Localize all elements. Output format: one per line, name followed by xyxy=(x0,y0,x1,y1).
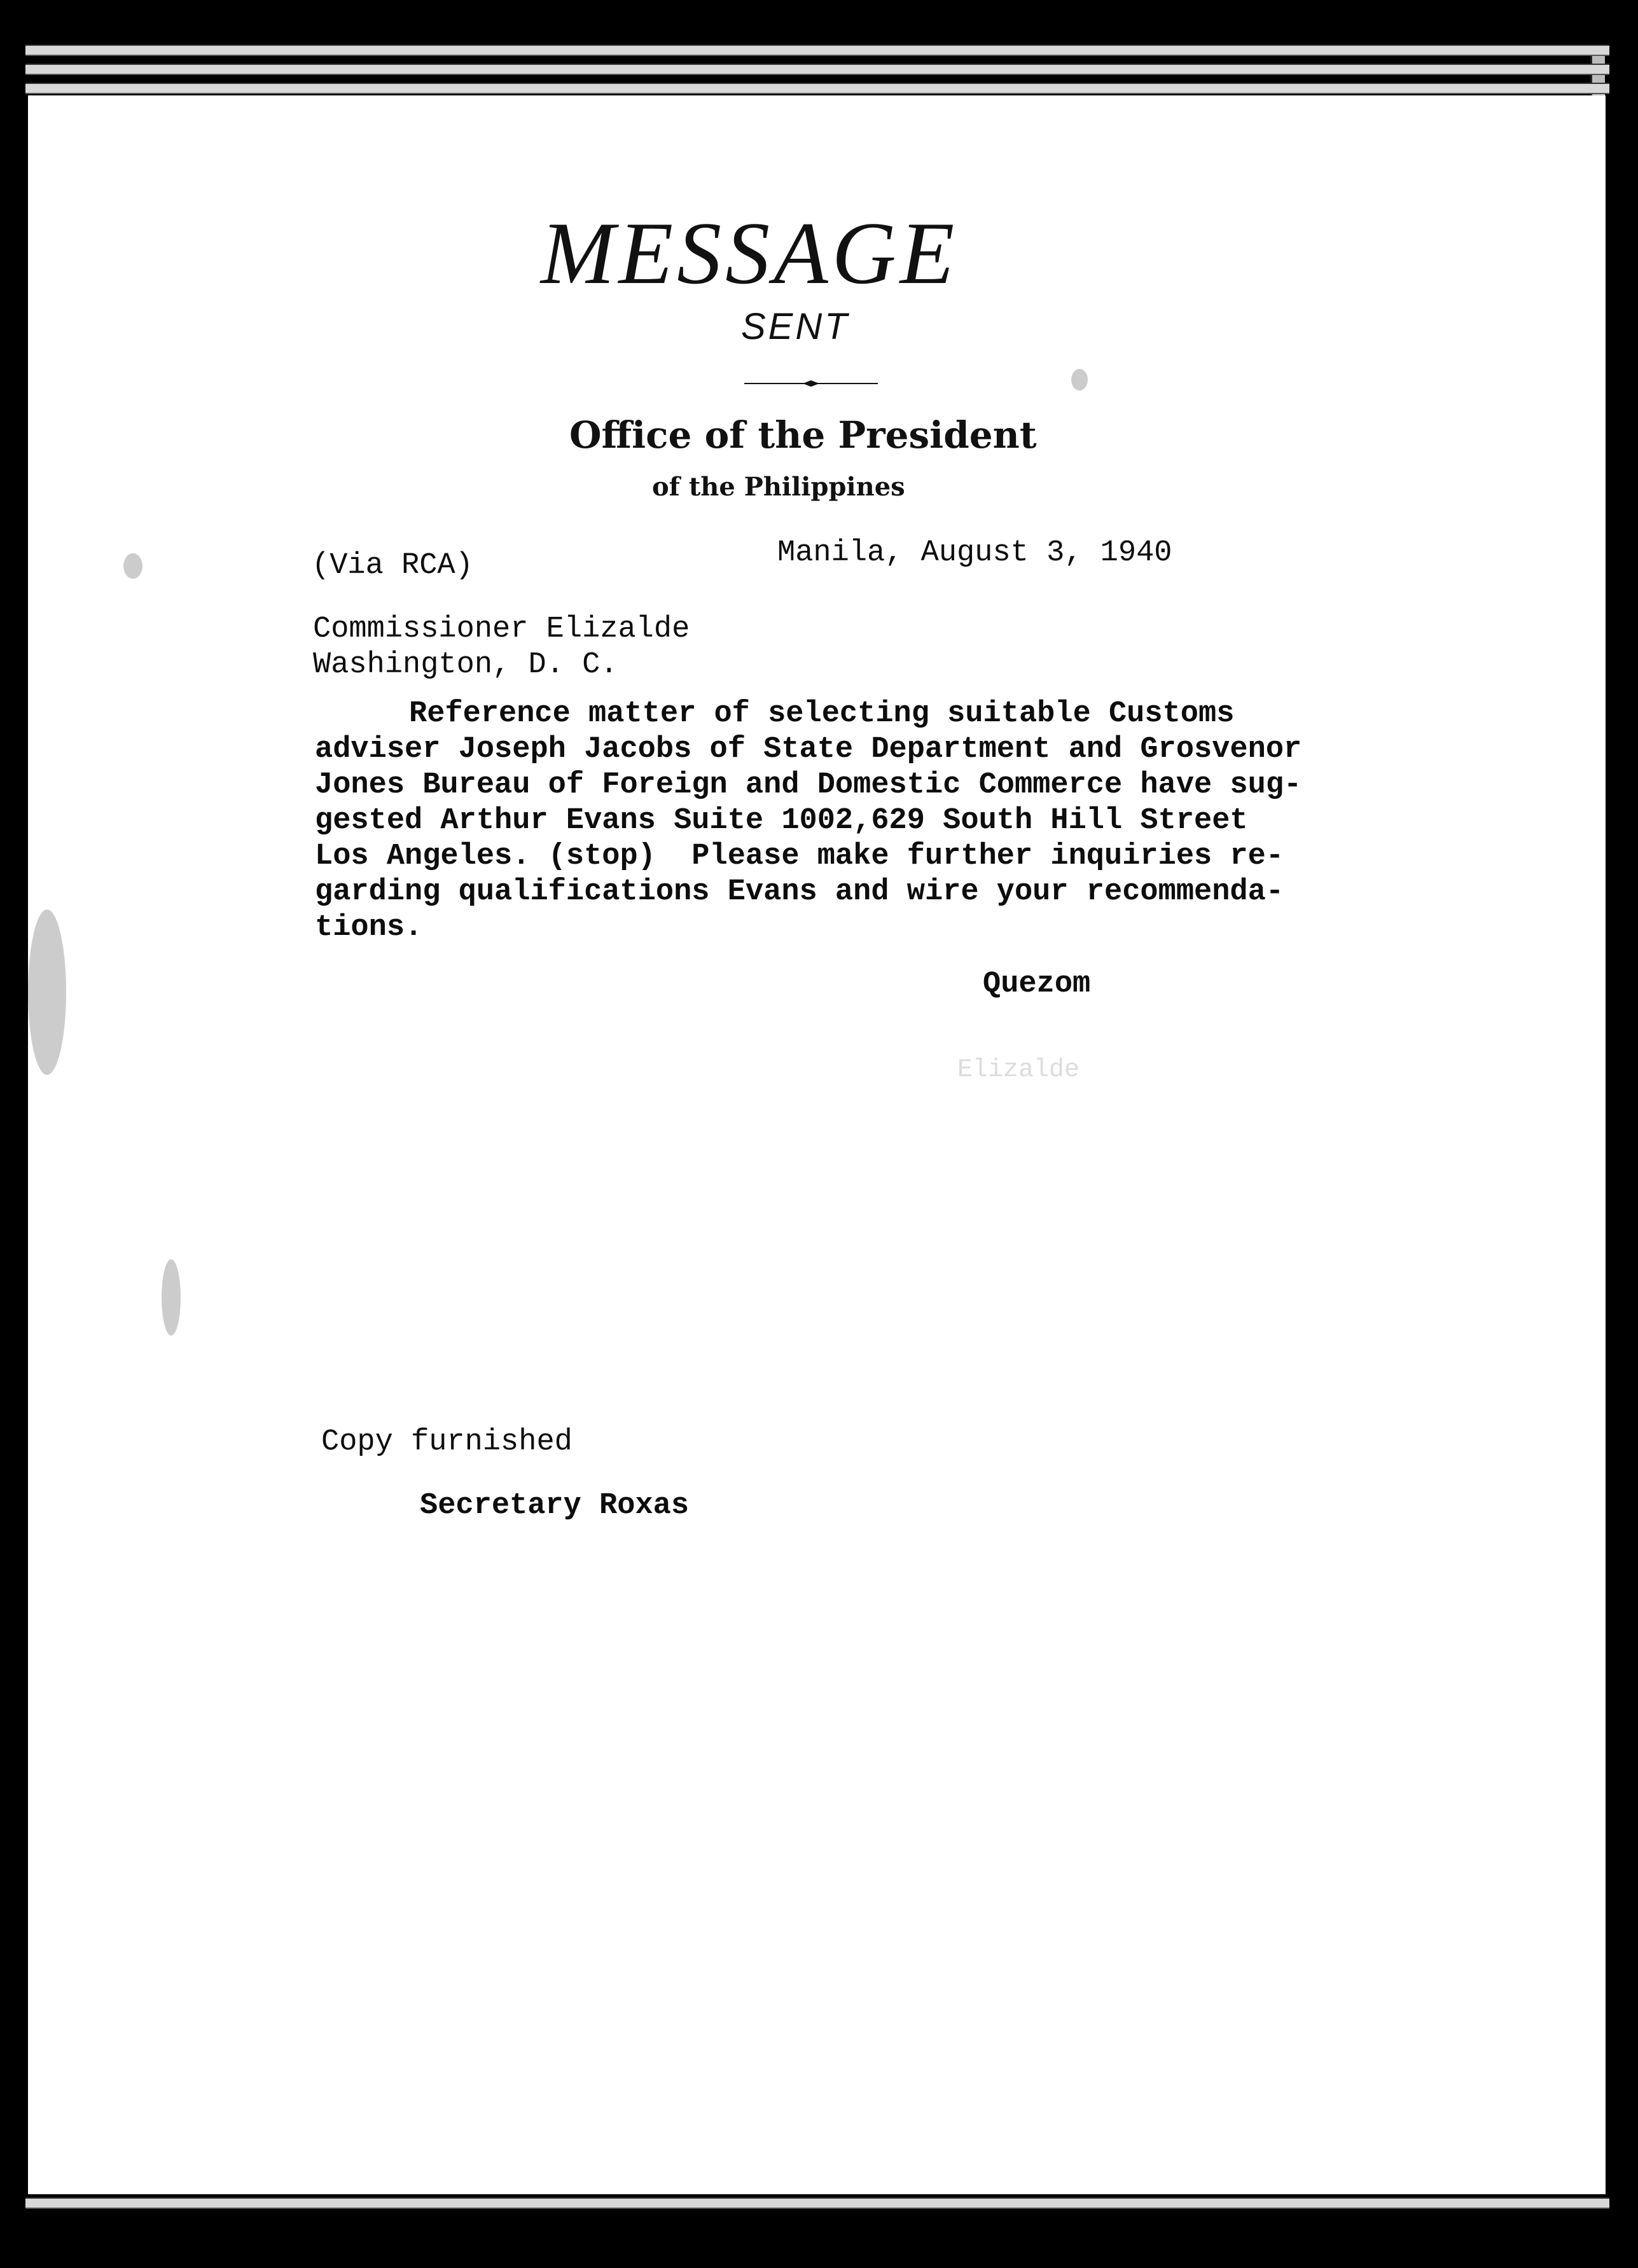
body-line: Jones Bureau of Foreign and Domestic Commerce have sug- xyxy=(315,768,1302,802)
addressee-location: Washington, D. C. xyxy=(313,648,618,682)
edge-smudge xyxy=(162,1259,181,1336)
paper-bottom-edge xyxy=(25,2197,1609,2209)
paper-top-edge-second xyxy=(25,64,1609,75)
document-page xyxy=(28,95,1606,2194)
body-line: tions. xyxy=(315,911,423,944)
bleed-through-text: Elizalde xyxy=(957,1056,1080,1084)
copy-furnished-label: Copy furnished xyxy=(321,1425,573,1459)
body-line: gested Arthur Evans Suite 1002,629 South Hill Street xyxy=(315,804,1248,838)
letterhead-title: MESSAGE xyxy=(541,204,959,303)
addressee-name: Commissioner Elizalde xyxy=(313,612,690,646)
ink-spot xyxy=(1071,369,1088,391)
body-line: Los Angeles. (stop) Please make further inquiries re- xyxy=(315,840,1284,873)
ornament-divider xyxy=(744,380,878,387)
signature: Quezom xyxy=(983,967,1091,1001)
place-date: Manila, August 3, 1940 xyxy=(777,536,1172,570)
paper-top-edge xyxy=(25,45,1609,56)
via-line: (Via RCA) xyxy=(312,549,473,583)
office-subtitle: of the Philippines xyxy=(652,472,905,502)
paper-top-edge-third xyxy=(25,83,1609,94)
office-title: Office of the President xyxy=(569,413,1037,457)
body-line: adviser Joseph Jacobs of State Department and Grosvenor xyxy=(315,733,1302,766)
copy-furnished-recipient: Secretary Roxas xyxy=(420,1489,690,1523)
body-line: garding qualifications Evans and wire your recommenda- xyxy=(315,875,1284,909)
edge-smudge xyxy=(28,909,66,1075)
letterhead-subtitle: SENT xyxy=(741,306,850,347)
body-line: Reference matter of selecting suitable Customs xyxy=(409,697,1235,731)
message-body xyxy=(315,696,1301,946)
ink-spot xyxy=(123,553,142,579)
